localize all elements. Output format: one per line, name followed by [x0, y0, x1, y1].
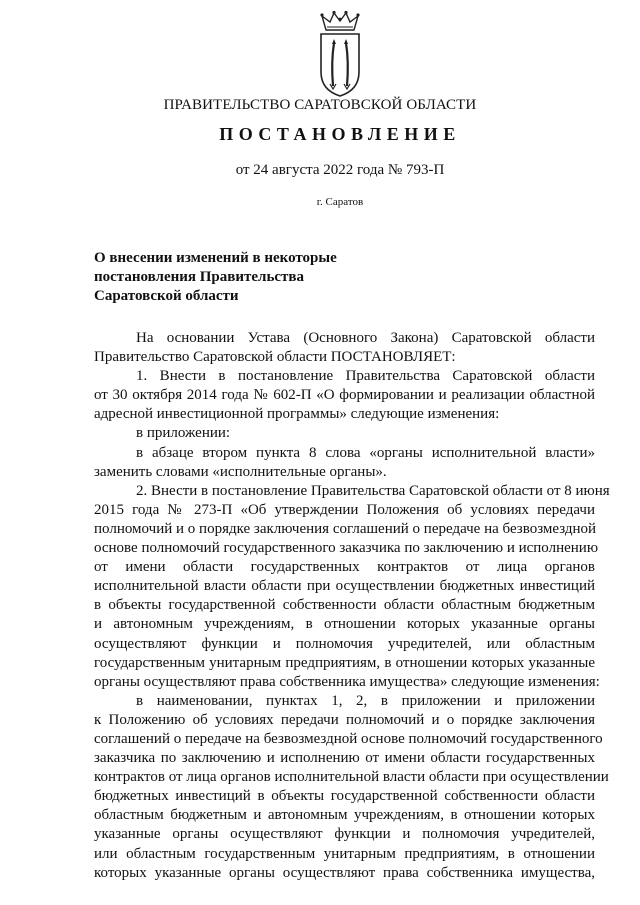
body-line: 2015 года № 273-П «Об утверждении Положения об условиях передачи	[94, 501, 595, 518]
body-line: в объекты государственной собственности области областным бюджетным	[94, 597, 595, 614]
body-line: основе полномочий государственного заказчика по заключению и исполнению	[94, 540, 599, 557]
body-line: органы осуществляют права собственника имущества» следующие изменения:	[94, 673, 600, 690]
body-line: от 30 октября 2014 года № 602-П «О формировании и реализации областной	[94, 387, 595, 404]
body-line: указанные органы осуществляют функции и полномочия учредителей,	[94, 826, 595, 843]
saratov-coat-of-arms-icon	[312, 10, 368, 98]
body-line: или областным государственным унитарным предприятиям, в отношении	[94, 845, 595, 862]
body-line: соглашений о передаче на безвозмездной основе полномочий государственного	[94, 730, 603, 747]
body-line: осуществляют функции и полномочия учредителей, или областным	[94, 635, 595, 652]
body-line: в наименовании, пунктах 1, 2, в приложении и приложении	[136, 692, 595, 709]
body-line: в приложении:	[136, 425, 231, 442]
body-line: которых указанные органы осуществляют права собственника имущества,	[94, 864, 595, 881]
subject-line: постановления Правительства	[94, 269, 304, 285]
body-line: в абзаце втором пункта 8 слова «органы исполнительной власти»	[136, 444, 595, 461]
subject-line: О внесении изменений в некоторые	[94, 250, 337, 266]
document-type-title: ПОСТАНОВЛЕНИЕ	[219, 124, 461, 144]
document-date-number: от 24 августа 2022 года № 793-П	[235, 162, 445, 178]
body-line: 1. Внести в постановление Правительства Саратовской области	[136, 368, 595, 385]
body-line: На основании Устава (Основного Закона) Саратовской области	[136, 330, 595, 346]
body-line: и автономным учреждениям, в отношении которых указанные органы	[94, 616, 595, 633]
body-line: бюджетных инвестиций в объекты государственной собственности области	[94, 788, 595, 805]
body-line: государственным унитарным предприятиям, в отношении которых указанные	[94, 654, 595, 671]
document-city: г. Саратов	[316, 196, 364, 208]
body-line: адресной инвестиционной программы» следующие изменения:	[94, 406, 500, 423]
body-line: заменить словами «исполнительные органы».	[94, 463, 387, 480]
document-subject	[94, 249, 394, 306]
body-line: полномочий и о порядке заключения соглашений о передаче на безвозмездной	[94, 520, 597, 537]
body-line: Правительство Саратовской области ПОСТАНОВЛЯЕТ:	[94, 349, 456, 366]
subject-line: Саратовской области	[94, 288, 239, 304]
document-body	[94, 329, 610, 883]
body-line: областным бюджетным и автономным учреждениям, в отношении которых	[94, 807, 595, 824]
body-line: от имени области государственных контрактов от лица органов	[94, 559, 595, 576]
body-line: 2. Внести в постановление Правительства Саратовской области от 8 июня	[136, 482, 610, 499]
government-name: ПРАВИТЕЛЬСТВО САРАТОВСКОЙ ОБЛАСТИ	[163, 97, 477, 113]
body-line: к Положению об условиях передачи полномочий и о порядке заключения	[94, 711, 595, 728]
body-line: заказчика по заключению и исполнению от имени области государственных	[94, 750, 595, 767]
body-line: контрактов от лица органов исполнительной власти области при осуществлении	[94, 769, 609, 786]
body-line: исполнительной власти области при осуществлении бюджетных инвестиций	[94, 578, 595, 595]
